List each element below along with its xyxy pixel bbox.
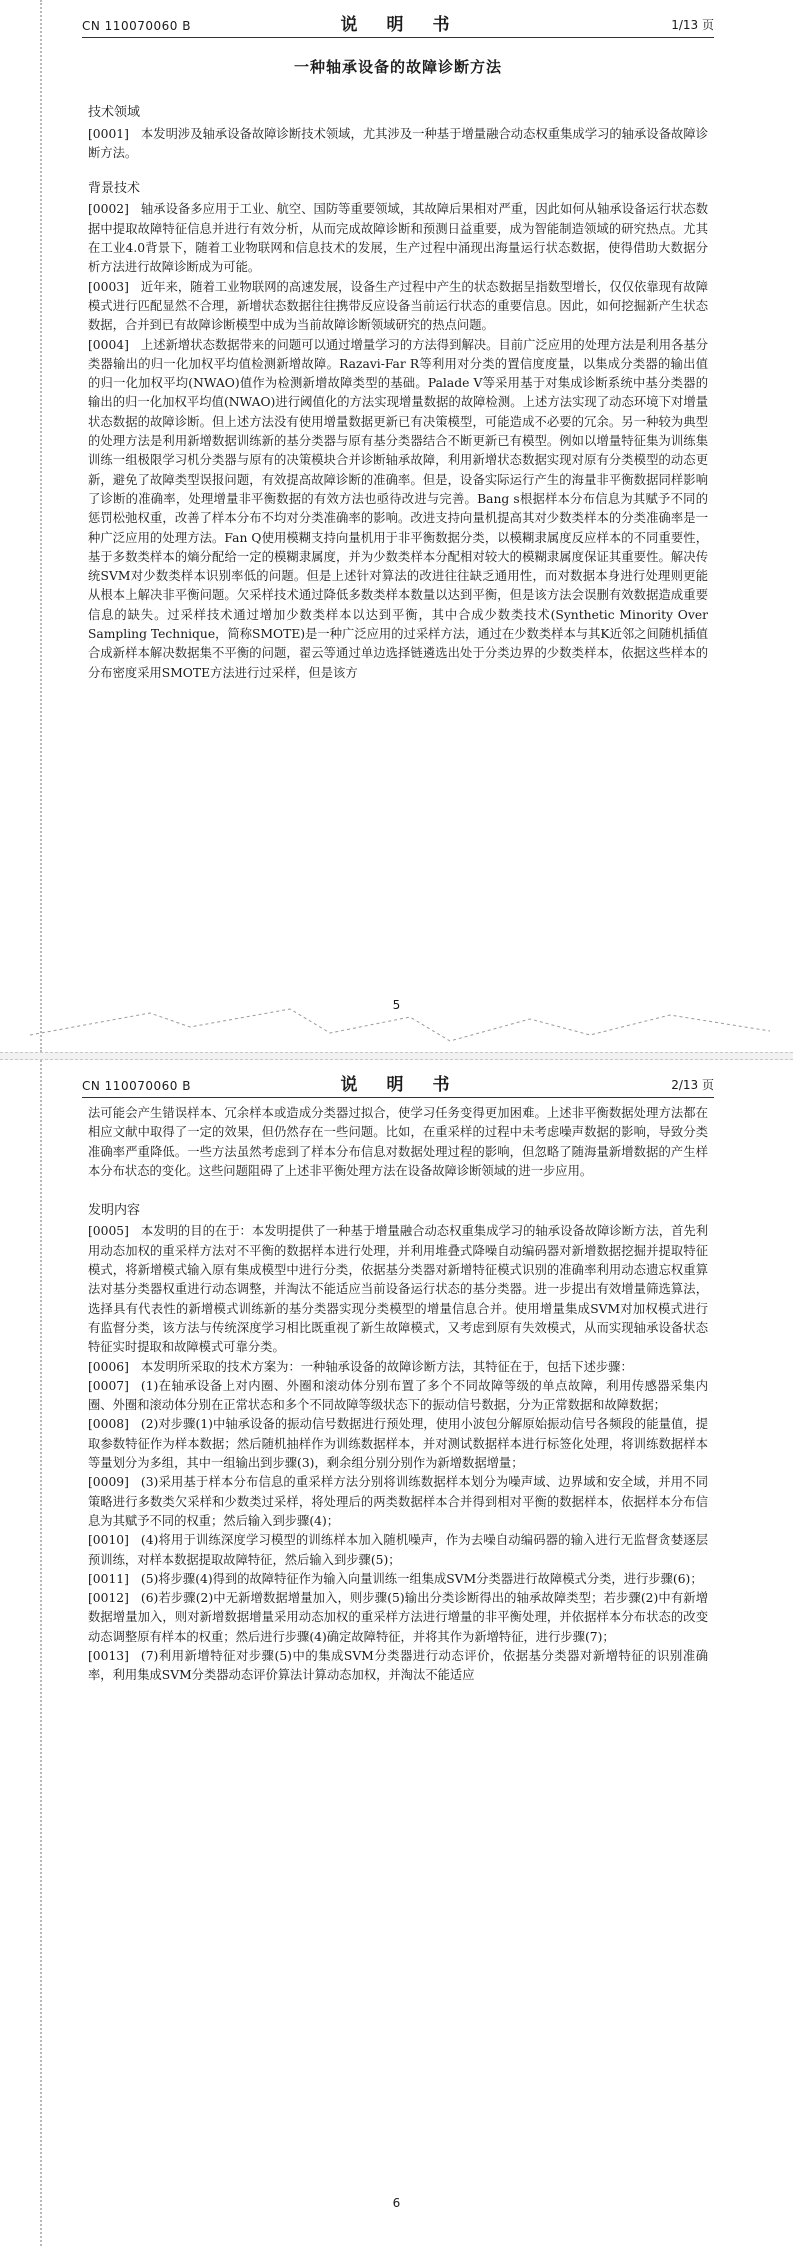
page-header <box>82 1072 714 1098</box>
paragraph-number: [0004] <box>88 337 129 352</box>
header-title: 说 明 书 <box>340 1075 456 1095</box>
binding-margin <box>40 0 42 1052</box>
paragraph-text: (5)将步骤(4)得到的故障特征作为输入向量训练一组集成SVM分类器进行故障模式分类，进行步骤(6)； <box>140 1571 703 1586</box>
document-page-2 <box>0 1060 793 2246</box>
paragraph-number: [0012] <box>88 1591 129 1606</box>
paragraph <box>88 278 708 336</box>
binding-margin <box>40 1060 42 2246</box>
paragraph <box>88 200 708 277</box>
page-indicator: 1/13 页 <box>671 18 714 32</box>
paragraph-text: 本发明涉及轴承设备故障诊断技术领域，尤其涉及一种基于增量融合动态权重集成学习的轴承设备故障诊断方法。 <box>88 126 708 160</box>
paragraph <box>88 1531 708 1570</box>
continued-paragraph: 法可能会产生错误样本、冗余样本或造成分类器过拟合，使学习任务变得更加困难。上述非平衡数据处理方法都在相应文献中取得了一定的效果，但仍然存在一些问题。比如，在重采样的过程中未考虑噪声数据的影响，导致分类准确率严重降低。一些方法虽然考虑到了样本分布信息对数据处理过程的影响，但忽略了随海量新增数据的产生样本分布状态的变化。这些问题阻碍了上述非平衡处理方法在设备故障诊断领域的进一步应用。 <box>88 1106 708 1178</box>
paragraph <box>88 1647 708 1686</box>
paragraph-text: 轴承设备多应用于工业、航空、国防等重要领域，其故障后果相对严重，因此如何从轴承设备运行状态数据中提取故障特征信息并进行有效分析，从而完成故障诊断和预测日益重要，成为智能制造领域的研究热点。尤其在工业4.0背景下，随着工业物联网和信息技术的发展，生产过程中涌现出海量运行状态数据，使得借助大数据分析方法进行故障诊断成为可能。 <box>88 202 708 275</box>
paragraph <box>88 125 708 164</box>
paragraph-text: (2)对步骤(1)中轴承设备的振动信号数据进行预处理，使用小波包分解原始振动信号各频段的能量值，提取参数特征作为样本数据；然后随机抽样作为训练数据样本，并对测试数据样本进行标签化处理，将训练数据样本等量划分为多组，其中一组输出到步骤(3)，剩余组分别分别作为新增数据增量； <box>88 1417 708 1471</box>
section-heading-background: 背景技术 <box>88 181 141 197</box>
section-heading-technical-field: 技术领域 <box>88 105 141 121</box>
paragraph-number: [0005] <box>88 1224 129 1239</box>
paragraph-text: (4)将用于训练深度学习模型的训练样本加入随机噪声，作为去噪自动编码器的输入进行无监督贪婪逐层预训练，对样本数据提取故障特征，然后输入到步骤(5)； <box>88 1533 708 1567</box>
paragraph <box>88 1222 708 1357</box>
paragraph-number: [0013] <box>88 1649 129 1664</box>
paragraph-text: (3)采用基于样本分布信息的重采样方法分别将训练数据样本划分为噪声域、边界域和安全域，并用不同策略进行多数类欠采样和少数类过采样，将处理后的两类数据样本合并得到相对平衡的数据样本，依据样本分布信息为其赋予不同的权重；然后输入到步骤(4)； <box>88 1475 708 1528</box>
paragraph-number: [0008] <box>88 1417 129 1432</box>
paragraph <box>88 1358 708 1377</box>
paragraph-text: (6)若步骤(2)中无新增数据增量加入，则步骤(5)输出分类诊断得出的轴承故障类型；若步骤(2)中有新增数据增量加入，则对新增数据增量采用动态加权的重采样方法进行增量的非平衡处理，并依据样本分布状态的改变动态调整原有样本的权重；然后进行步骤(4)确定故障特征，并将其作为新增特征，进行步骤(7)； <box>88 1591 708 1644</box>
paragraph-text: (7)利用新增特征对步骤(5)中的集成SVM分类器进行动态评价，依据基分类器对新增特征的识别准确率，利用集成SVM分类器动态评价算法计算动态加权，并淘汰不能适应 <box>88 1649 708 1683</box>
page-2-body <box>88 1104 708 1686</box>
page-header <box>82 12 714 38</box>
document-title: 一种轴承设备的故障诊断方法 <box>293 58 502 76</box>
patent-number: CN 110070060 B <box>82 19 191 33</box>
paragraph-number: [0011] <box>88 1571 129 1586</box>
paragraph-text: (1)在轴承设备上对内圈、外圈和滚动体分别布置了多个不同故障等级的单点故障，利用传感器采集内圈、外圈和滚动体分别在正常状态和多个不同故障等级状态下的振动信号数据，分为正常数据和故障数据； <box>88 1378 708 1413</box>
header-title: 说 明 书 <box>340 15 456 35</box>
paragraph <box>88 1589 708 1647</box>
paragraph-text: 近年来，随着工业物联网的高速发展，设备生产过程中产生的状态数据呈指数型增长，仅仅依靠现有故障模式进行匹配显然不合理，新增状态数据往往携带反应设备当前运行状态的重要信息。因此，如何挖掘新产生状态数据，合并到已有故障诊断模型中成为当前故障诊断领域研究的热点问题。 <box>88 279 708 333</box>
page-number: 5 <box>392 998 401 1012</box>
paragraph <box>88 1570 708 1589</box>
paragraph-number: [0002] <box>88 202 129 217</box>
paragraph-number: [0006] <box>88 1359 129 1374</box>
document-page-1 <box>0 0 793 1052</box>
page-number: 6 <box>392 2196 401 2210</box>
page-1-body <box>88 52 708 683</box>
paragraph <box>88 1473 708 1531</box>
paragraph-text: 本发明所采取的技术方案为：一种轴承设备的故障诊断方法，其特征在于，包括下述步骤： <box>140 1359 633 1374</box>
page-indicator: 2/13 页 <box>671 1078 714 1092</box>
page-separator <box>0 1052 793 1060</box>
paragraph <box>88 1377 708 1416</box>
paragraph <box>88 1415 708 1473</box>
section-heading-summary: 发明内容 <box>88 1203 141 1219</box>
paragraph-number: [0001] <box>88 126 129 141</box>
paragraph-number: [0007] <box>88 1378 129 1393</box>
paragraph-text: 上述新增状态数据带来的问题可以通过增量学习的方法得到解决。目前广泛应用的处理方法是利用各基分类器输出的归一化加权平均值检测新增故障。Razavi-Far R等利用对分类的置信度度量，以集成分类器的输出值的归一化加权平均(NWAO)值作为检测新增故障类型的基础。Palade V等采用基于对集成诊断系统中基分类器的输出的归一化加权平均值(NWAO)进行阈值化的方法实现增量数据的故障检测。上述方法实现了动态环境下对增量状态数据的故障诊断。但上述方法没有使用增量数据更新已有决策模型，可能造成不必要的冗余。另一种较为典型的处理方法是利用新增数据训练新的基分类器与原有基分类器结合不断更新已有模型。例如以增量特征集为训练集训练一组极限学习机分类器与原有的决策模块合并诊断轴承故障，利用新增状态数据实现对原有分类模型的动态更新，避免了故障类型误报问题，有效提高故障诊断的准确率。但是，设备实际运行产生的海量非平衡数据同样影响了诊断的准确率，处理增量非平衡数据的有效方法也亟待改进与完善。Bang s根据样本分布信息为其赋予不同的惩罚松弛权重，改善了样本分布不均对分类准确率的影响。改进支持向量机提高其对少数类样本的分类准确率是一种广泛应用的处理方法。Fan Q使用模糊支持向量机用于非平衡数据分类，以模糊隶属度反应样本的不同重要性，基于多数类样本的熵分配给一定的模糊隶属度，并为少数类样本分配相对较大的模糊隶属度保证其重要性。解决传统SVM对少数类样本识别率低的问题。但是上述针对算法的改进往往缺乏通用性，而对数据本身进行处理则更能从根本上解决非平衡问题。欠采样技术通过降低多数类样本数量以达到平衡，但是该方法会误删有效数据造成重要信息的缺失。过采样技术通过增加少数类样本以达到平衡，其中合成少数类技术(Synthetic Minority Over Sampling Technique，简称SMOTE)是一种广泛应用的过采样方法，通过在少数类样本与其K近邻之间随机插值合成新样本解决数据集不平衡的问题，翟云等通过单边选择链遴选出处于分类边界的少数类样本，依据这些样本的分布密度采用SMOTE方法进行过采样，但是该方 <box>88 337 708 680</box>
paragraph-number: [0009] <box>88 1475 129 1490</box>
paragraph-number: [0010] <box>88 1533 129 1548</box>
paragraph <box>88 336 708 683</box>
paragraph-text: 本发明的目的在于：本发明提供了一种基于增量融合动态权重集成学习的轴承设备故障诊断方法，首先利用动态加权的重采样方法对不平衡的数据样本进行处理，并利用堆叠式降噪自动编码器对新增数据挖掘并提取特征模式，将新增模式输入原有集成模型中进行分类，依据基分类器对新增特征模式识别的准确率利用动态遗忘权重算法对基分类器权重进行动态调整，并淘汰不能适应当前设备运行状态的基分类器。进一步提出有效增量筛选算法，选择具有代表性的新增模式训练新的基分类器实现分类模型的增量信息合并。使用增量集成SVM对加权模式进行有监督分类，该方法与传统深度学习相比既重视了新生故障模式，又考虑到原有失效模式，从而实现轴承设备状态特征实时提取和故障模式可靠分类。 <box>88 1224 708 1355</box>
patent-number: CN 110070060 B <box>82 1079 191 1093</box>
paragraph-number: [0003] <box>88 279 129 294</box>
